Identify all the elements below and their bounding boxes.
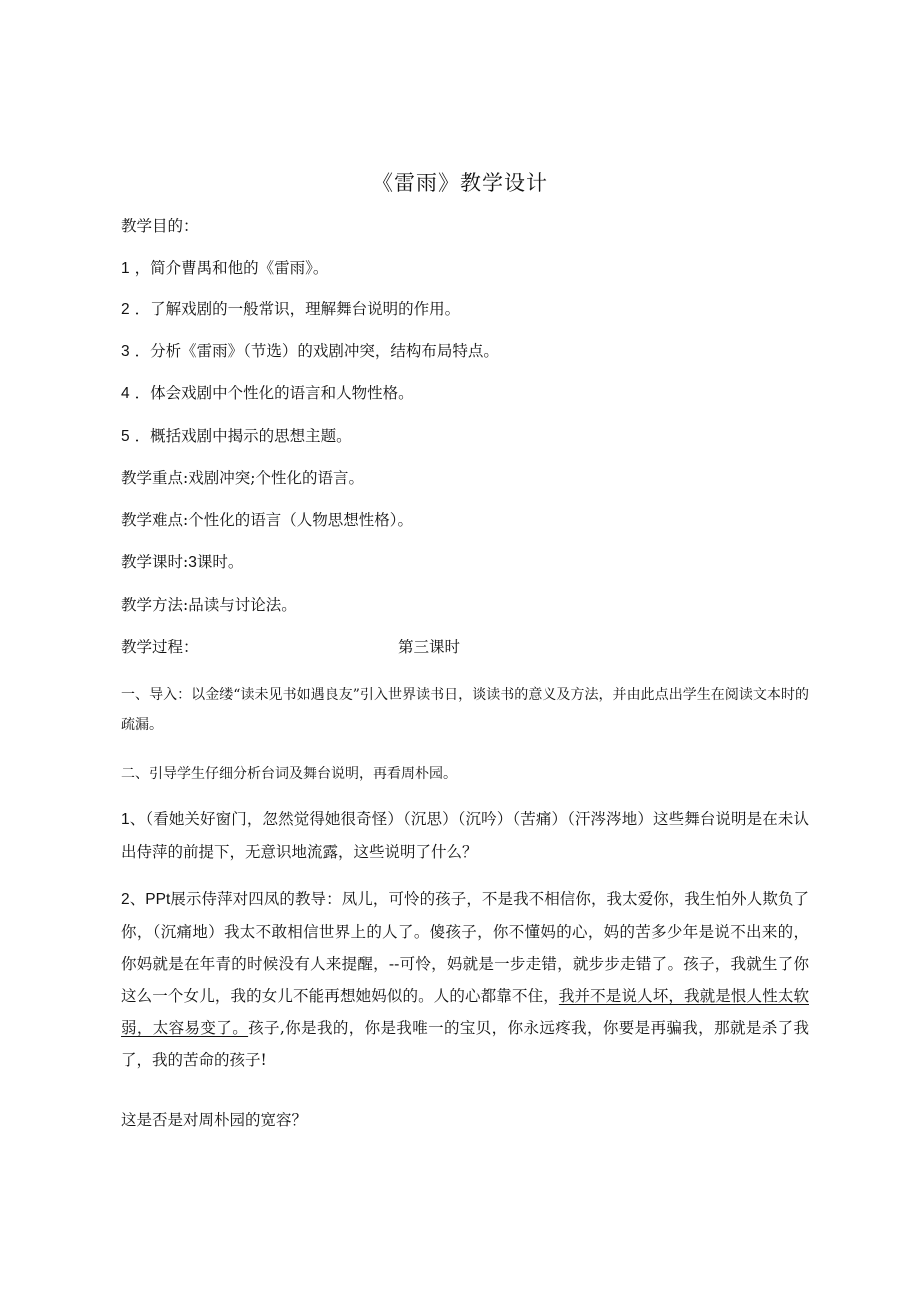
section-intro: 一、导入：以金缕“读未见书如遇良友”引入世界读书日，谈读书的意义及方法，并由此点出学生在阅读文本时的疏漏。 [121,687,809,733]
document-title: 《雷雨》教学设计 [372,171,548,195]
question-number: 2 [121,891,130,908]
objective-item-2 [121,299,460,320]
objective-text: ．概括戏剧中揭示的思想主题。 [134,427,352,445]
teaching-hours [121,552,243,573]
session-label: 第三课时 [398,638,461,656]
question-text: 展示侍萍对四凤的教导：凤儿，可怜的孩子，不是我不相信你，我太爱你，我生怕外人欺负了你，（沉痛地）我太不敢相信世界上的人了。傻孩子，你不懂妈的心，妈的苦多少年是说不出来的，你妈就是在年青的时候没有人来提醒，--可怜，妈就是一步走错，就步步走错了。孩子，我就生了你这么一个女儿，我的女儿不能再想她妈似的。人的心都靠不住， [121,890,809,1005]
objective-item-1 [121,258,328,279]
teaching-method: 教学方法:品读与讨论法。 [121,596,297,614]
question-number: 1 [121,811,130,828]
objective-item-3 [121,341,499,362]
question-text-continued: 孩子,你是我的，你是我唯一的宝贝，你永远疼我，你要是再骗我，那就是杀了我了，我的苦命的孩子! [121,1019,809,1069]
closing-question: 这是否是对周朴园的宽容？ [121,1111,308,1129]
hours-unit: 课时。 [196,553,244,571]
question-2 [121,883,809,1076]
objective-item-4 [121,383,414,404]
hours-number: 3 [188,554,197,571]
question-1 [121,803,809,868]
objective-text: ．分析《雷雨》（节选）的戏剧冲突，结构布局特点。 [134,342,499,360]
objective-number: 3 [121,343,130,360]
objective-number: 5 [121,428,130,445]
objective-text: ．体会戏剧中个性化的语言和人物性格。 [134,384,414,402]
key-points: 教学重点:戏剧冲突;个性化的语言。 [121,469,364,487]
section-guide: 二、引导学生仔细分析台词及舞台说明，再看周朴园。 [121,766,457,782]
objective-text: ．了解戏剧的一般常识，理解舞台说明的作用。 [134,300,461,318]
objective-number: 2 [121,301,130,318]
objective-item-5 [121,426,352,447]
objective-text: ，简介曹禺和他的《雷雨》。 [134,259,329,277]
underlined-quote: 我并不是说人坏，我就是恨人性太软弱，太容易变了。 [121,987,809,1037]
objective-number: 4 [121,385,130,402]
hours-label: 教学课时: [121,553,189,571]
difficulties: 教学难点:个性化的语言（人物思想性格）。 [121,511,413,529]
objectives-heading: 教学目的： [121,217,199,235]
process-label: 教学过程： [121,638,199,656]
question-text: 、（看她关好窗门，忽然觉得她很奇怪）（沉思）（沉吟）（苦痛）（汗涔涔地）这些舞台说明是在未认出侍萍的前提下，无意识地流露，这些说明了什么？ [121,810,809,861]
ppt-label: 、PPt [129,891,171,908]
objective-number: 1 [121,260,130,277]
